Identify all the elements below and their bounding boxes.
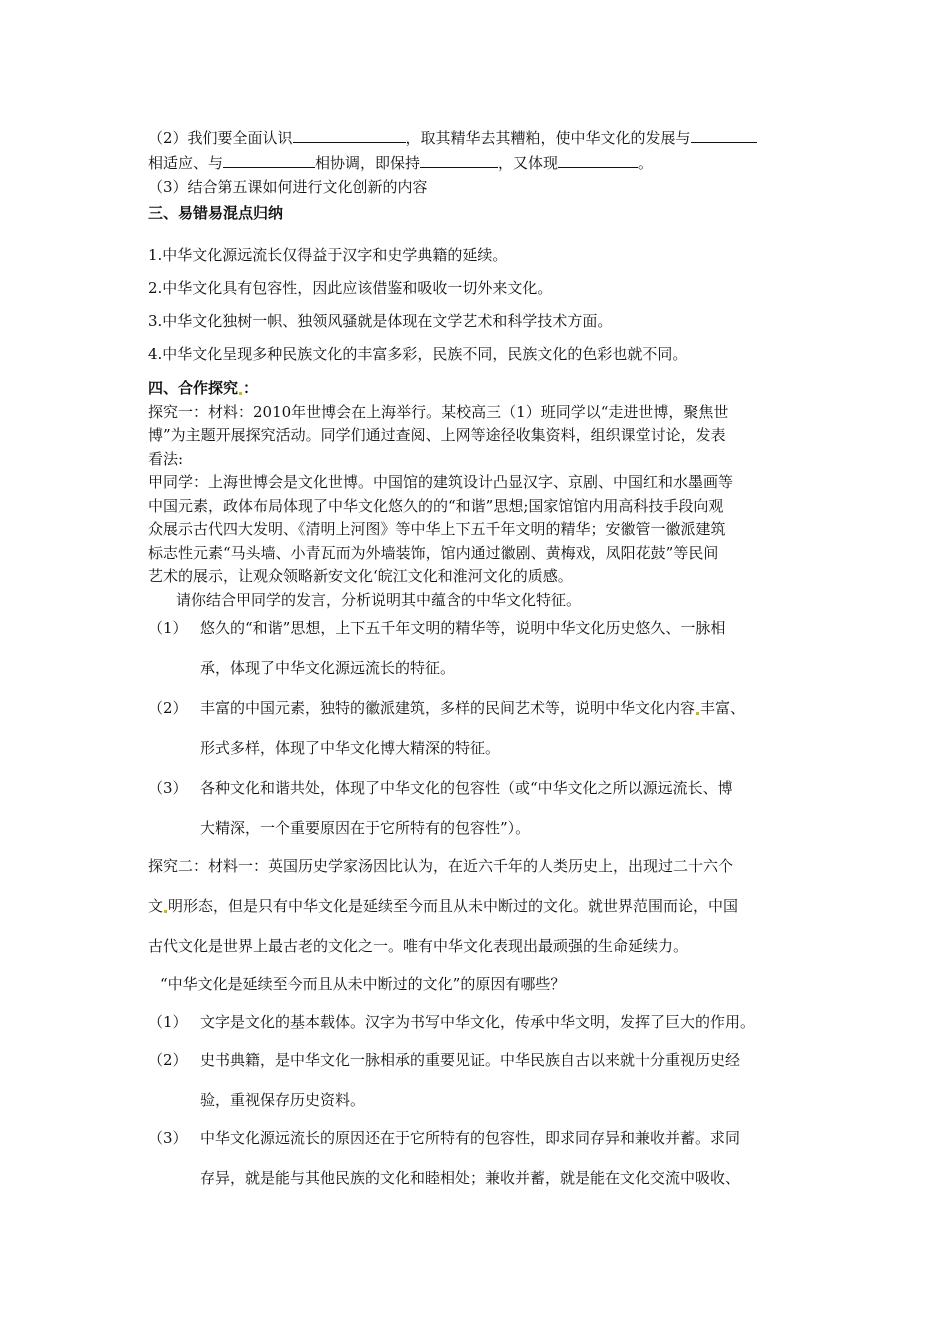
fill-in-text: ，又体现 <box>498 154 559 172</box>
mark-dot <box>696 712 699 715</box>
inquiry2-text-part: 明形态，但是只有中华文化是延续至今而且从未中断过的文化。就世界范围而论，中国 <box>168 897 739 915</box>
inquiry1-text: 探究一：材料：2010年世博会在上海举行。某校高三（1）班同学以“走进世博，聚焦世 <box>148 403 729 421</box>
list-item: 4.中华文化呈现多种民族文化的丰富多彩，民族不同，民族文化的色彩也就不同。 <box>148 345 688 363</box>
answer-number: （1） <box>148 619 188 637</box>
inquiry1-text: 艺术的展示，让观众领略新安文化‘皖江文化和淮河文化的质感。 <box>148 567 573 585</box>
section-heading-text: 四、合作探究 <box>148 379 239 397</box>
list-item: 1.中华文化源远流长仅得益于汉字和史学典籍的延续。 <box>148 246 508 264</box>
answer-blank <box>420 153 498 168</box>
answer-text-part: 丰富的中国元素，独特的徽派建筑，多样的民间艺术等，说明中华文化内容 <box>200 699 696 717</box>
fill-in-text: 相协调，即保持 <box>315 154 421 172</box>
question-2: “中华文化是延续至今而且从未中断过的文化”的原因有哪些？ <box>160 975 566 993</box>
inquiry1-text: 中国元素，政体布局体现了中华文化悠久的的“和谐”思想;国家馆馆内用高科技手段向观 <box>148 497 724 515</box>
answer-number: （1） <box>148 1013 188 1031</box>
answer-text: 存异，就是能与其他民族的文化和睦相处；兼收并蓄，就是能在文化交流中吸收、 <box>200 1169 741 1187</box>
fill-in-text: 。 <box>638 154 654 172</box>
answer-number: （3） <box>148 1129 188 1147</box>
answer-text: 史书典籍，是中华文化一脉相承的重要见证。中华民族自古以来就十分重视历史经 <box>200 1051 741 1069</box>
answer-number: （2） <box>148 699 188 717</box>
answer-text <box>200 698 745 718</box>
section-heading-errors: 三、易错易混点归纳 <box>148 204 284 222</box>
inquiry1-text: 看法: <box>148 450 184 468</box>
inquiry1-text: 众展示古代四大发明、《清明上河图》等中华上下五千年文明的精华；安徽管一徽派建筑 <box>148 520 726 538</box>
answer-text-part: 丰富、 <box>700 699 746 717</box>
inquiry2-text <box>148 896 738 916</box>
answer-text: 承，体现了中华文化源远流长的特征。 <box>200 659 456 677</box>
answer-blank <box>293 128 406 143</box>
inquiry2-text-part: 文 <box>148 897 164 915</box>
section-heading-inquiry <box>148 378 258 398</box>
answer-text: 大精深，一个重要原因在于它所特有的包容性”）。 <box>200 819 531 837</box>
section-heading-colon: ： <box>243 379 259 397</box>
answer-text: 形式多样，体现了中华文化博大精深的特征。 <box>200 739 501 757</box>
answer-blank <box>558 153 638 168</box>
fill-in-line-3: （3）结合第五课如何进行文化创新的内容 <box>148 178 428 196</box>
answer-text: 各种文化和谐共处，体现了中华文化的包容性（或“中华文化之所以源远流长、博 <box>200 779 733 797</box>
answer-number: （2） <box>148 1051 188 1069</box>
inquiry1-text: 标志性元素“马头墙、小青瓦而为外墙装饰，馆内通过徽剧、黄梅戏，凤阳花鼓”等民间 <box>148 544 719 562</box>
list-item: 2.中华文化具有包容性，因此应该借鉴和吸收一切外来文化。 <box>148 279 553 297</box>
question-1: 请你结合甲同学的发言，分析说明其中蕴含的中华文化特征。 <box>176 591 582 609</box>
inquiry2-text: 古代文化是世界上最古老的文化之一。唯有中华文化表现出最顽强的生命延续力。 <box>148 937 689 955</box>
inquiry2-text: 探究二：材料一：英国历史学家汤因比认为，在近六千年的人类历史上，出现过二十六个 <box>148 857 734 875</box>
answer-text: 文字是文化的基本载体。汉字为书写中华文化，传承中华文明，发挥了巨大的作用。 <box>200 1013 756 1031</box>
answer-blank <box>691 128 757 143</box>
mark-dot <box>239 392 242 395</box>
list-item: 3.中华文化独树一帜、独领风骚就是体现在文学艺术和科学技术方面。 <box>148 312 613 330</box>
answer-text: 中华文化源远流长的原因还在于它所特有的包容性，即求同存异和兼收并蓄。求同 <box>200 1129 741 1147</box>
fill-in-text: ，取其精华去其糟粕，使中华文化的发展与 <box>405 129 691 147</box>
fill-in-text: 相适应、与 <box>148 154 224 172</box>
inquiry1-text: 博”为主题开展探究活动。同学们通过查阅、上网等途径收集资料，组织课堂讨论，发表 <box>148 426 726 444</box>
mark-dot <box>164 910 167 913</box>
inquiry1-text: 甲同学：上海世博会是文化世博。中国馆的建筑设计凸显汉字、京剧、中国红和水墨画等 <box>148 473 734 491</box>
answer-number: （3） <box>148 779 188 797</box>
answer-text: 悠久的“和谐”思想，上下五千年文明的精华等，说明中华文化历史悠久、一脉相 <box>200 619 726 637</box>
answer-text: 验，重视保存历史资料。 <box>200 1091 366 1109</box>
fill-in-line-2 <box>148 153 653 173</box>
fill-in-line-1 <box>148 128 757 148</box>
answer-blank <box>223 153 315 168</box>
fill-in-text: （2）我们要全面认识 <box>148 129 293 147</box>
